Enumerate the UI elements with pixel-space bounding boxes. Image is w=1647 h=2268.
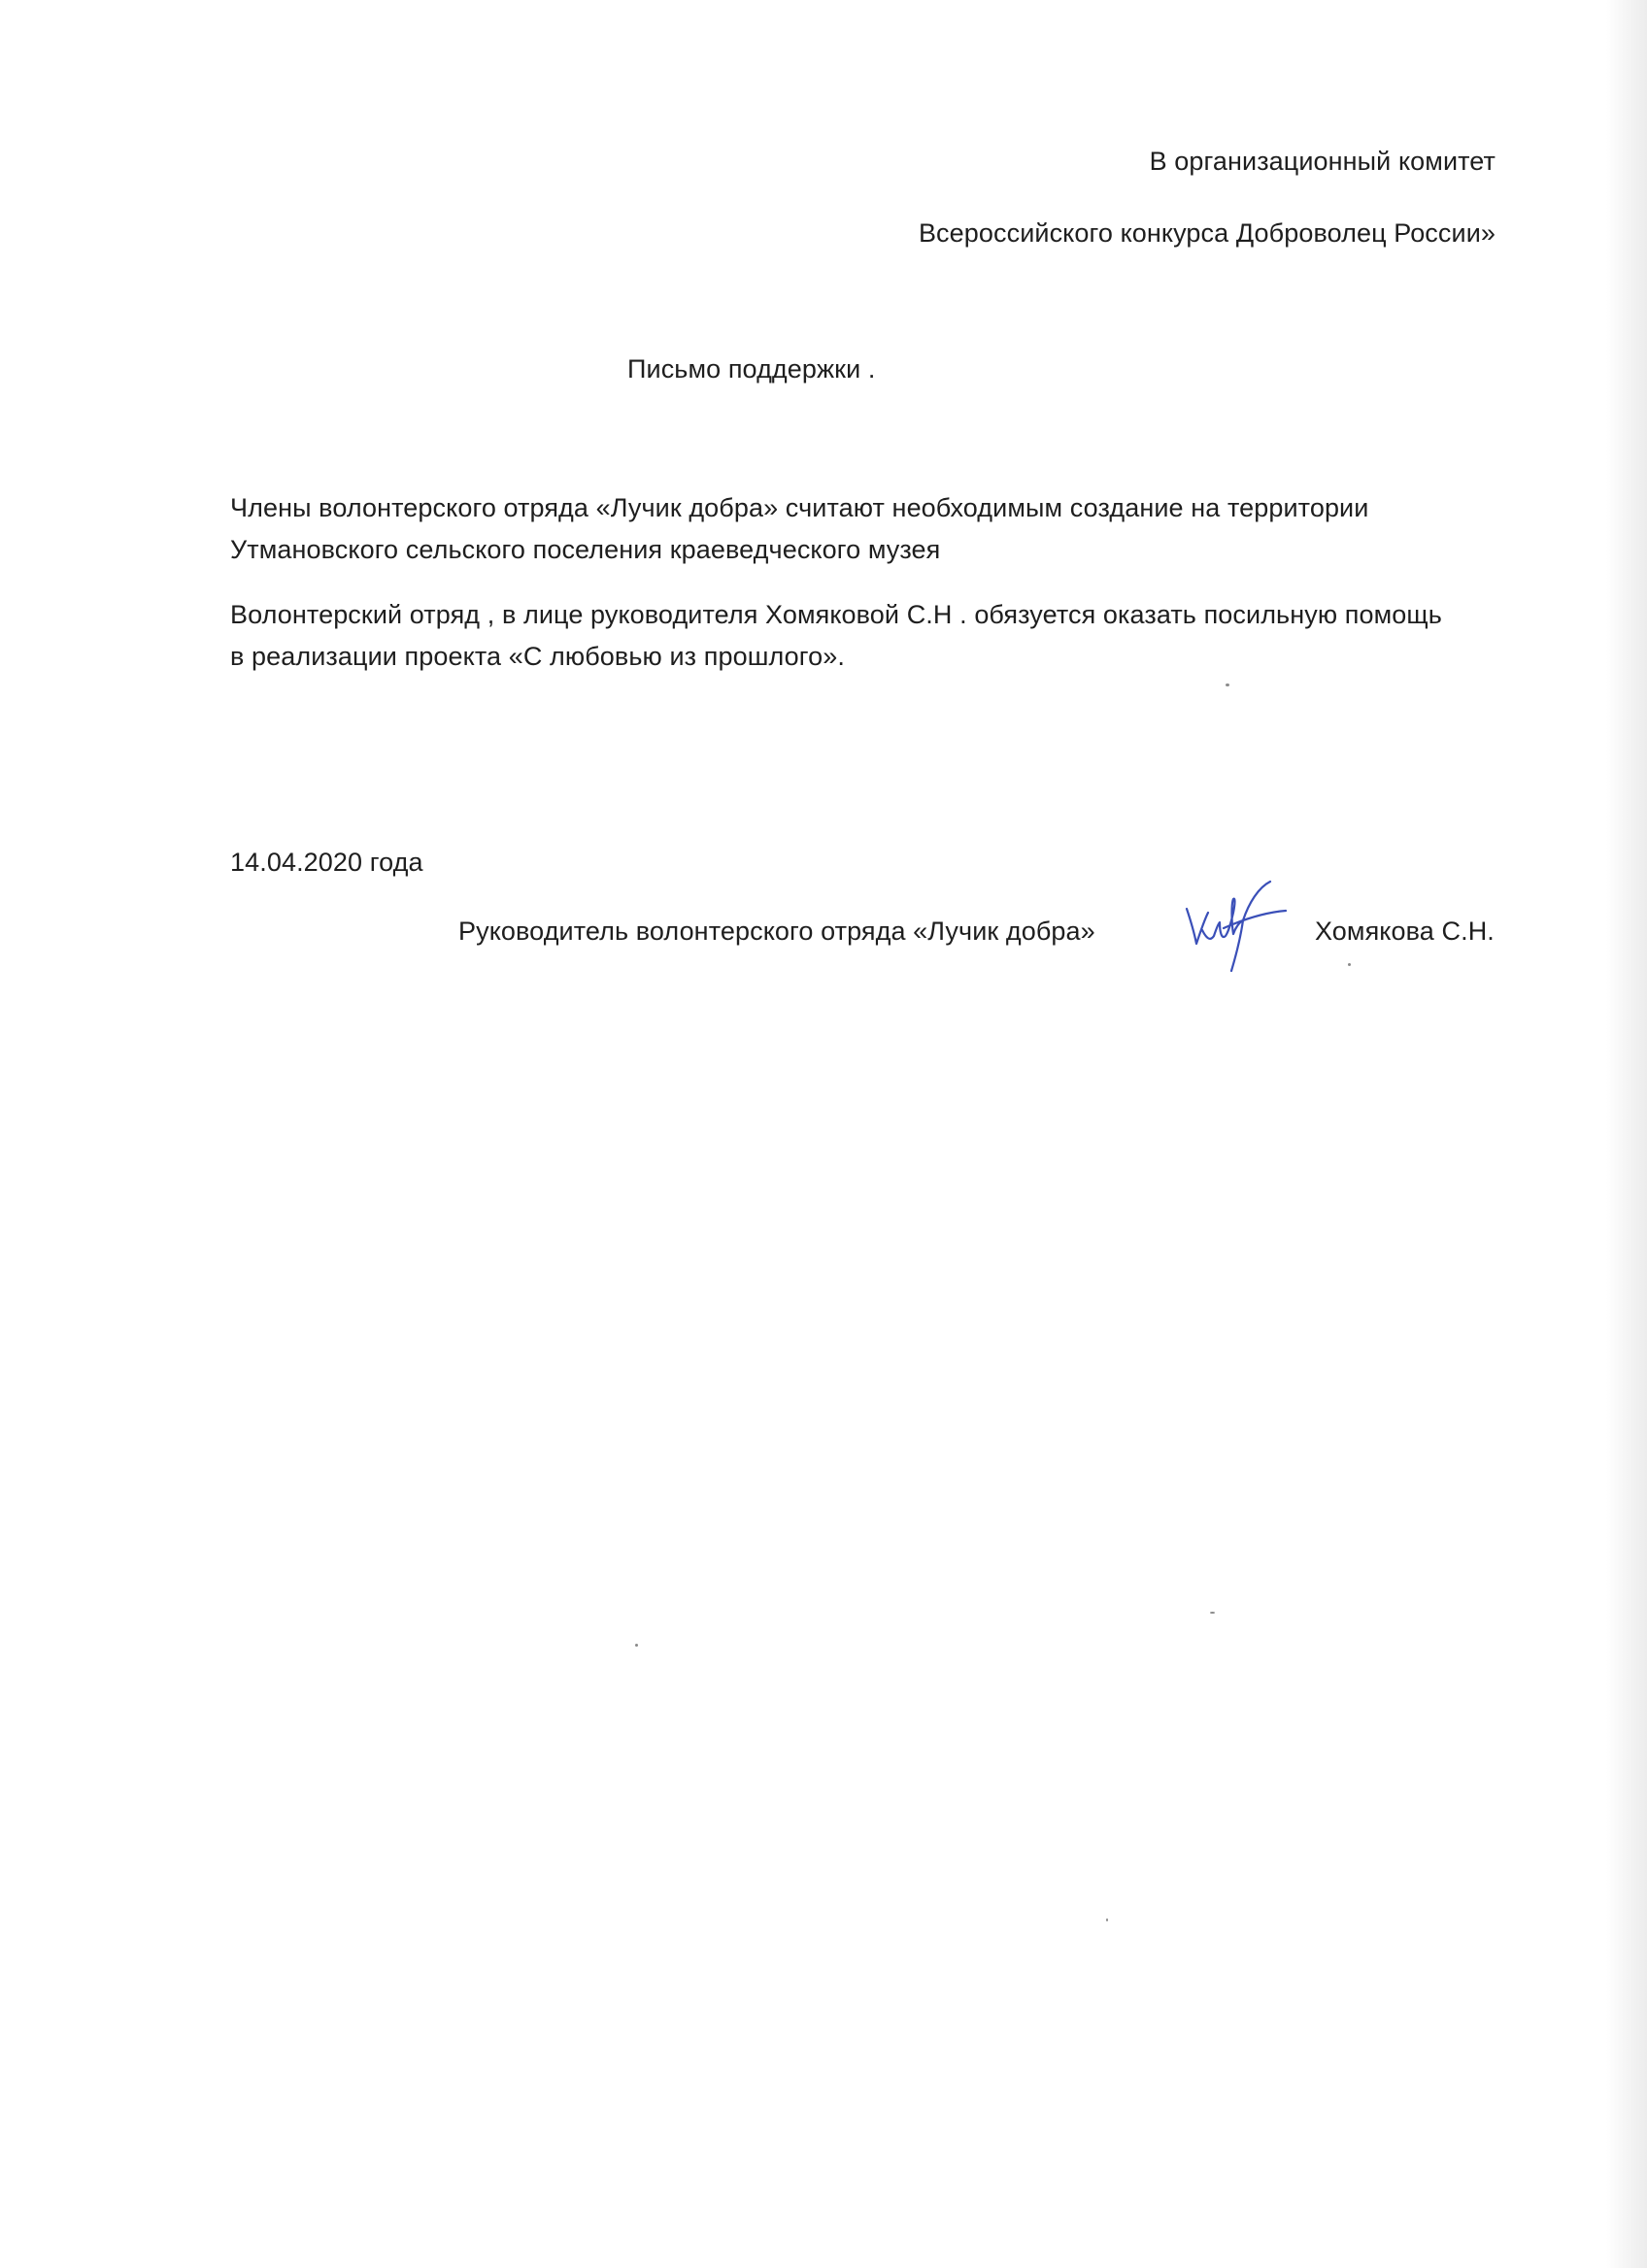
scan-speck [1348, 963, 1351, 966]
scan-speck [1226, 684, 1229, 686]
paragraph-2-line-1: Волонтерский отряд , в лице руководителя Хомяковой С.Н . обязуется оказать посильную помощь [230, 600, 1442, 629]
signer-name: Хомякова С.Н. [1315, 917, 1495, 946]
paragraph-2-line-2: в реализации проекта «С любовью из прошлого». [230, 642, 845, 671]
scan-speck [1106, 1918, 1108, 1921]
paragraph-1-line-1: Члены волонтерского отряда «Лучик добра» считают необходимым создание на территории [230, 493, 1369, 522]
addressee-line-2: Всероссийского конкурса Доброволец России» [918, 218, 1496, 248]
addressee-line-1: В организационный комитет [1149, 147, 1496, 176]
scan-speck [635, 1644, 638, 1647]
scan-edge-shading [1606, 0, 1647, 2268]
scan-speck [1210, 1612, 1215, 1614]
paragraph-1-line-2: Утмановского сельского поселения краеведческого музея [230, 535, 941, 564]
signer-position: Руководитель волонтерского отряда «Лучик добра» [458, 917, 1095, 946]
letter-date: 14.04.2020 года [230, 848, 423, 877]
handwritten-signature [1177, 874, 1294, 981]
letter-title: Письмо поддержки . [627, 354, 876, 384]
